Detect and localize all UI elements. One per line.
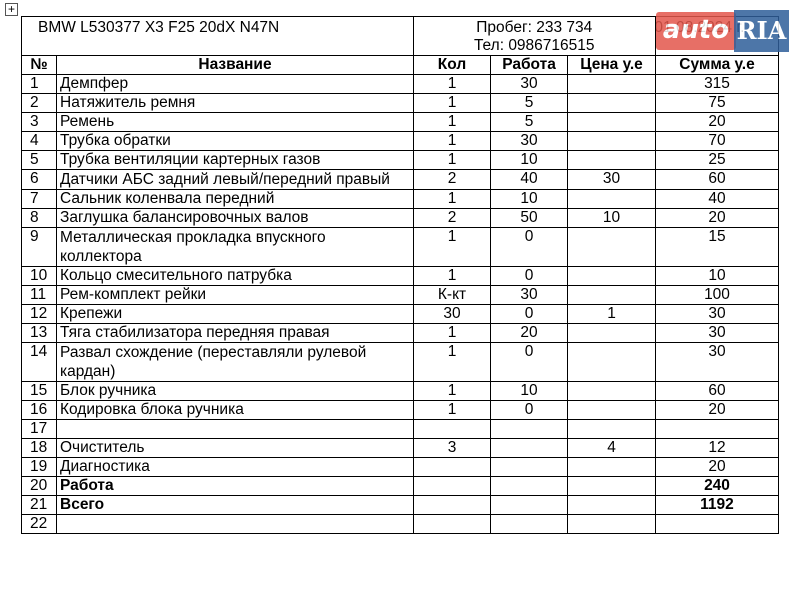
row-price (568, 94, 656, 113)
row-qty: 2 (414, 209, 491, 228)
row-qty: 1 (414, 228, 491, 267)
row-work: 20 (491, 324, 568, 343)
row-price (568, 151, 656, 170)
table-row (22, 515, 779, 534)
row-name (57, 420, 414, 439)
row-sum (656, 515, 779, 534)
row-number: 19 (22, 458, 57, 477)
col-header-name: Название (57, 56, 414, 75)
row-name: Демпфер (57, 75, 414, 94)
table-row (22, 190, 779, 209)
row-name: Развал схождение (переставляли рулевой кардан) (57, 343, 414, 382)
table-row (22, 324, 779, 343)
row-price: 10 (568, 209, 656, 228)
row-work (491, 496, 568, 515)
table-row (22, 75, 779, 94)
table-row (22, 228, 779, 267)
table-row (22, 496, 779, 515)
row-sum: 100 (656, 286, 779, 305)
col-header-qty: Кол (414, 56, 491, 75)
row-number: 16 (22, 401, 57, 420)
row-name: Кодировка блока ручника (57, 401, 414, 420)
row-number: 21 (22, 496, 57, 515)
row-qty: 1 (414, 190, 491, 209)
row-work (491, 420, 568, 439)
col-header-price: Цена у.е (568, 56, 656, 75)
row-sum: 20 (656, 209, 779, 228)
row-number: 3 (22, 113, 57, 132)
row-price (568, 343, 656, 382)
row-work: 10 (491, 382, 568, 401)
table-row (22, 170, 779, 190)
row-qty: 1 (414, 151, 491, 170)
table-row (22, 477, 779, 496)
table-row (22, 343, 779, 382)
row-name: Всего (57, 496, 414, 515)
row-qty: 3 (414, 439, 491, 458)
row-name: Рем-комплект рейки (57, 286, 414, 305)
row-number: 1 (22, 75, 57, 94)
row-number: 17 (22, 420, 57, 439)
row-number: 22 (22, 515, 57, 534)
row-sum: 40 (656, 190, 779, 209)
row-qty (414, 496, 491, 515)
row-work: 30 (491, 75, 568, 94)
row-work: 0 (491, 267, 568, 286)
row-qty (414, 515, 491, 534)
row-sum: 1192 (656, 496, 779, 515)
col-header-num: № (22, 56, 57, 75)
row-number: 4 (22, 132, 57, 151)
table-row (22, 286, 779, 305)
row-name: Заглушка балансировочных валов (57, 209, 414, 228)
row-work: 30 (491, 132, 568, 151)
row-qty: 1 (414, 343, 491, 382)
table-row (22, 113, 779, 132)
row-price (568, 382, 656, 401)
mileage-label: Пробег: 233 734 (476, 19, 593, 36)
phone-label: Тел: 0986716515 (473, 37, 595, 54)
row-qty (414, 420, 491, 439)
row-price (568, 496, 656, 515)
table-row (22, 420, 779, 439)
watermark-auto-text: auto (656, 12, 736, 50)
row-name: Трубка вентиляции картерных газов (57, 151, 414, 170)
row-qty: 1 (414, 267, 491, 286)
row-name: Крепежи (57, 305, 414, 324)
row-qty: 1 (414, 113, 491, 132)
row-sum: 25 (656, 151, 779, 170)
row-work: 10 (491, 151, 568, 170)
row-name: Натяжитель ремня (57, 94, 414, 113)
invoice-table (21, 16, 779, 534)
row-qty: 1 (414, 94, 491, 113)
row-price (568, 190, 656, 209)
row-price: 1 (568, 305, 656, 324)
column-header-row (22, 56, 779, 75)
row-sum (656, 420, 779, 439)
row-price: 30 (568, 170, 656, 190)
row-name: Блок ручника (57, 382, 414, 401)
row-name (57, 515, 414, 534)
row-number: 8 (22, 209, 57, 228)
table-row (22, 382, 779, 401)
row-qty: 1 (414, 132, 491, 151)
row-price (568, 458, 656, 477)
row-qty: К-кт (414, 286, 491, 305)
row-price (568, 286, 656, 305)
car-label: BMW L530377 X3 F25 20dX N47N (38, 19, 280, 36)
table-row (22, 209, 779, 228)
row-work (491, 439, 568, 458)
row-number: 20 (22, 477, 57, 496)
row-sum: 315 (656, 75, 779, 94)
row-work: 0 (491, 343, 568, 382)
row-sum: 30 (656, 343, 779, 382)
table-row (22, 132, 779, 151)
row-number: 2 (22, 94, 57, 113)
row-work: 40 (491, 170, 568, 190)
table-row (22, 439, 779, 458)
row-number: 5 (22, 151, 57, 170)
row-qty: 1 (414, 324, 491, 343)
row-work: 5 (491, 94, 568, 113)
row-qty: 1 (414, 75, 491, 94)
row-price (568, 420, 656, 439)
row-work (491, 458, 568, 477)
row-qty (414, 477, 491, 496)
row-qty: 1 (414, 382, 491, 401)
row-sum: 30 (656, 324, 779, 343)
row-number: 18 (22, 439, 57, 458)
row-name: Диагностика (57, 458, 414, 477)
row-work: 50 (491, 209, 568, 228)
row-name: Датчики АБС задний левый/передний правый (57, 170, 414, 190)
row-name: Ремень (57, 113, 414, 132)
row-work: 0 (491, 228, 568, 267)
row-work: 5 (491, 113, 568, 132)
row-price: 4 (568, 439, 656, 458)
row-number: 10 (22, 267, 57, 286)
table-row (22, 401, 779, 420)
autoria-watermark-logo (656, 10, 789, 52)
table-row (22, 305, 779, 324)
row-sum: 20 (656, 458, 779, 477)
row-number: 15 (22, 382, 57, 401)
row-sum: 20 (656, 113, 779, 132)
row-price (568, 75, 656, 94)
row-price (568, 113, 656, 132)
row-qty (414, 458, 491, 477)
row-price (568, 515, 656, 534)
row-price (568, 132, 656, 151)
car-info-cell (22, 17, 414, 56)
row-number: 9 (22, 228, 57, 267)
row-name: Тяга стабилизатора передняя правая (57, 324, 414, 343)
row-price (568, 401, 656, 420)
row-work: 0 (491, 305, 568, 324)
row-number: 14 (22, 343, 57, 382)
row-work: 30 (491, 286, 568, 305)
row-qty: 30 (414, 305, 491, 324)
row-work (491, 477, 568, 496)
row-name: Сальник коленвала передний (57, 190, 414, 209)
row-name: Кольцо смесительного патрубка (57, 267, 414, 286)
row-work: 0 (491, 401, 568, 420)
row-qty: 2 (414, 170, 491, 190)
row-price (568, 267, 656, 286)
table-row (22, 151, 779, 170)
row-number: 7 (22, 190, 57, 209)
table-move-handle[interactable]: + (5, 3, 18, 16)
row-sum: 15 (656, 228, 779, 267)
row-number: 13 (22, 324, 57, 343)
row-work (491, 515, 568, 534)
row-sum: 75 (656, 94, 779, 113)
row-number: 12 (22, 305, 57, 324)
row-sum: 60 (656, 382, 779, 401)
col-header-work: Работа (491, 56, 568, 75)
row-name: Трубка обратки (57, 132, 414, 151)
row-name: Очиститель (57, 439, 414, 458)
row-name: Работа (57, 477, 414, 496)
row-price (568, 324, 656, 343)
table-row (22, 94, 779, 113)
contact-cell (414, 17, 656, 56)
row-sum: 30 (656, 305, 779, 324)
watermark-ria-text: RIA (734, 10, 789, 52)
row-price (568, 228, 656, 267)
table-row (22, 458, 779, 477)
row-sum: 12 (656, 439, 779, 458)
row-number: 11 (22, 286, 57, 305)
row-sum: 70 (656, 132, 779, 151)
table-row (22, 267, 779, 286)
row-sum: 240 (656, 477, 779, 496)
col-header-sum: Сумма у.е (656, 56, 779, 75)
row-sum: 60 (656, 170, 779, 190)
row-work: 10 (491, 190, 568, 209)
row-name: Металлическая прокладка впускного коллектора (57, 228, 414, 267)
row-qty: 1 (414, 401, 491, 420)
row-sum: 10 (656, 267, 779, 286)
row-price (568, 477, 656, 496)
row-number: 6 (22, 170, 57, 190)
row-sum: 20 (656, 401, 779, 420)
